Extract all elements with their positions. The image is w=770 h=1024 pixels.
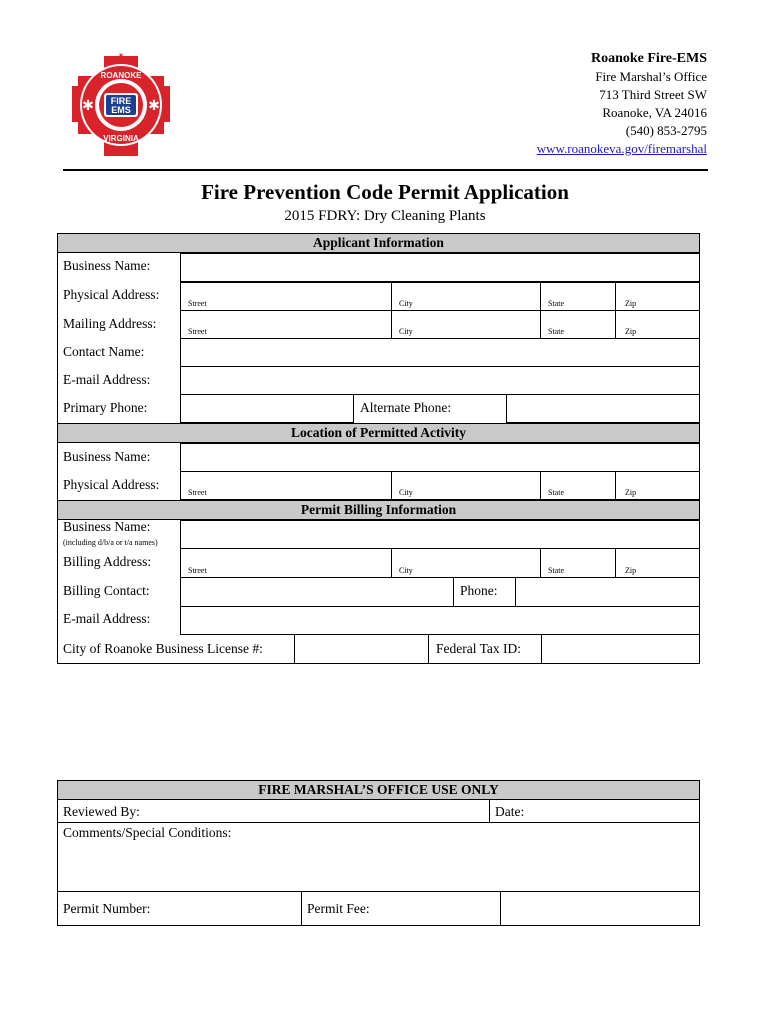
svg-text:✶: ✶ [117, 51, 125, 60]
city-hint: City [399, 566, 413, 575]
alternate-phone-label: Alternate Phone: [360, 400, 452, 415]
divider [301, 891, 302, 926]
physical-address-field[interactable] [180, 282, 700, 311]
website-link[interactable]: www.roanokeva.gov/firemarshal [536, 141, 707, 156]
divider [540, 282, 541, 311]
contact-name-field[interactable] [180, 338, 700, 367]
divider [391, 548, 392, 578]
divider [615, 471, 616, 500]
office-contact-block [537, 50, 707, 158]
svg-text:VIRGINIA: VIRGINIA [103, 134, 139, 143]
street-hint: Street [188, 488, 207, 497]
form-left-border [57, 253, 58, 664]
divider [500, 891, 501, 926]
svg-text:✱: ✱ [82, 99, 94, 114]
document-subtitle: 2015 FDRY: Dry Cleaning Plants [284, 208, 486, 224]
state-hint: State [548, 327, 564, 336]
location-business-name-field[interactable] [180, 443, 700, 472]
divider [57, 891, 700, 892]
street-hint: Street [188, 299, 207, 308]
section-office-use-only: FIRE MARSHAL’S OFFICE USE ONLY [57, 780, 700, 800]
zip-hint: Zip [625, 327, 637, 336]
permit-fee-label: Permit Fee: [307, 901, 370, 916]
mailing-address-label: Mailing Address: [63, 316, 157, 331]
divider [615, 282, 616, 311]
divider [540, 310, 541, 339]
state-hint: State [548, 566, 564, 575]
zip-hint: Zip [625, 488, 637, 497]
date-label: Date: [495, 804, 525, 819]
section-location-of-permitted-activity: Location of Permitted Activity [57, 423, 700, 443]
location-physical-address-field[interactable] [180, 471, 700, 500]
billing-phone-label: Phone: [460, 583, 498, 598]
physical-address-label: Physical Address: [63, 287, 160, 302]
divider [615, 310, 616, 339]
primary-phone-label: Primary Phone: [63, 400, 148, 415]
divider [540, 548, 541, 578]
office-street: 713 Third Street SW [599, 87, 707, 102]
location-business-name-label: Business Name: [63, 449, 151, 464]
city-hint: City [399, 299, 413, 308]
header-divider [63, 169, 708, 171]
svg-text:EMS: EMS [111, 105, 131, 115]
office-phone: (540) 853-2795 [625, 123, 707, 138]
billing-email-label: E-mail Address: [63, 611, 151, 626]
document-title: Fire Prevention Code Permit Application [201, 180, 569, 204]
form-bottom-border [57, 663, 700, 664]
business-license-label: City of Roanoke Business License #: [63, 641, 263, 656]
svg-text:FIRE: FIRE [110, 96, 132, 106]
billing-contact-label: Billing Contact: [63, 583, 150, 598]
svg-text:✱: ✱ [148, 99, 160, 114]
billing-address-field[interactable] [180, 548, 700, 578]
city-hint: City [399, 488, 413, 497]
divider [391, 310, 392, 339]
state-hint: State [548, 299, 564, 308]
divider [391, 282, 392, 311]
business-license-field[interactable] [294, 634, 429, 664]
street-hint: Street [188, 327, 207, 336]
section-permit-billing-information: Permit Billing Information [57, 500, 700, 520]
state-hint: State [548, 488, 564, 497]
location-physical-address-label: Physical Address: [63, 477, 160, 492]
divider [615, 548, 616, 578]
billing-business-name-field[interactable] [180, 520, 700, 549]
billing-address-label: Billing Address: [63, 554, 152, 569]
zip-hint: Zip [625, 299, 637, 308]
divider [57, 822, 700, 823]
billing-business-name-label: Business Name: [63, 519, 151, 534]
zip-hint: Zip [625, 566, 637, 575]
permit-number-label: Permit Number: [63, 901, 151, 916]
office-use-box [57, 799, 700, 926]
mailing-address-field[interactable] [180, 310, 700, 339]
office-name: Fire Marshal’s Office [595, 69, 707, 84]
office-city: Roanoke, VA 24016 [602, 105, 707, 120]
divider [540, 471, 541, 500]
divider [391, 471, 392, 500]
reviewed-by-label: Reviewed By: [63, 804, 140, 819]
email-label: E-mail Address: [63, 372, 151, 387]
svg-text:ROANOKE: ROANOKE [100, 71, 142, 80]
comments-label: Comments/Special Conditions: [63, 825, 232, 840]
section-applicant-information: Applicant Information [57, 233, 700, 253]
business-name-label: Business Name: [63, 258, 151, 273]
roanoke-fire-ems-logo [66, 48, 176, 163]
divider [489, 799, 490, 823]
org-name: Roanoke Fire-EMS [590, 51, 707, 66]
primary-phone-field[interactable] [180, 394, 354, 423]
dba-note: (including d/b/a or t/a names) [63, 538, 158, 547]
contact-name-label: Contact Name: [63, 344, 145, 359]
city-hint: City [399, 327, 413, 336]
billing-phone-field[interactable] [515, 577, 700, 607]
business-name-field[interactable] [180, 253, 700, 282]
street-hint: Street [188, 566, 207, 575]
billing-contact-field[interactable] [180, 577, 454, 607]
alternate-phone-field[interactable] [506, 394, 700, 423]
billing-email-field[interactable] [180, 606, 700, 635]
federal-tax-id-label: Federal Tax ID: [436, 641, 522, 656]
email-field[interactable] [180, 366, 700, 395]
federal-tax-id-field[interactable] [541, 634, 700, 664]
